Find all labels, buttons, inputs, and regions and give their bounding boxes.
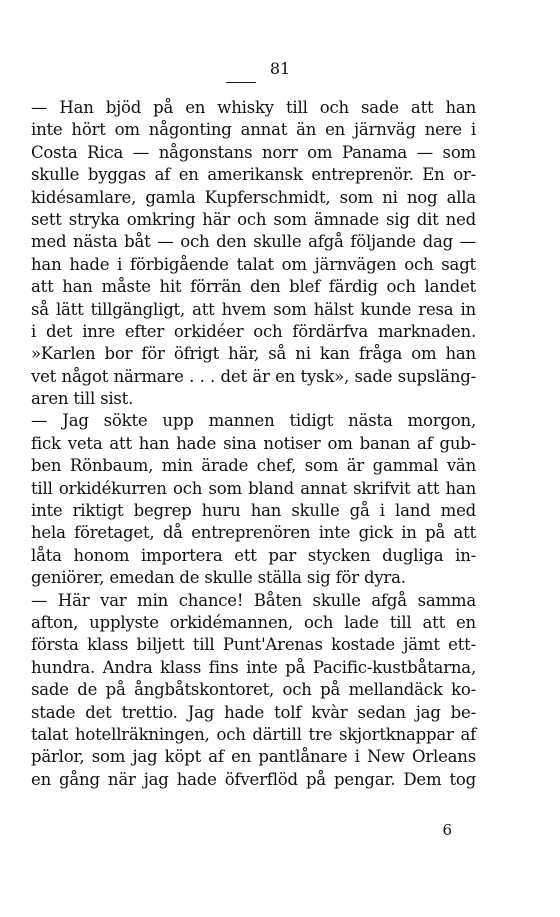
text-line: sett stryka omkring här och som ämnade sig dit ned [31, 209, 476, 229]
page-number: 81 [269, 59, 291, 78]
signature-mark: 6 [442, 821, 452, 839]
text-line: hela företaget, då entreprenören inte gick in på att [31, 523, 476, 543]
text-line: inte hört om någonting annat än en järnväg nere i [31, 120, 476, 140]
text-line: hundra. Andra klass fins inte på Pacific-kustbåtarna, [31, 657, 476, 677]
text-line: låta honom importera ett par stycken dugliga in- [31, 545, 476, 565]
text-line: första klass biljett till Punt'Arenas kostade jämt ett- [31, 635, 476, 655]
text-line: med nästa båt — och den skulle afgå följande dag — [31, 232, 476, 252]
text-line: vet något närmare . . . det är en tysk», sade supsläng- [31, 366, 476, 386]
text-line: sade de på ångbåtskontoret, och på mellandäck ko- [31, 680, 476, 700]
text-line: Costa Rica — någonstans norr om Panama — som [31, 142, 476, 162]
text-line: »Karlen bor för öfrigt här, så ni kan fråga om han [31, 344, 476, 364]
text-line: ben Rönbaum, min ärade chef, som är gammal vän [31, 456, 476, 476]
text-line: afton, upplyste orkidémannen, och lade till att en [31, 612, 476, 632]
text-line: — Han bjöd på en whisky till och sade att han [31, 98, 476, 117]
text-line: — Jag sökte upp mannen tidigt nästa morgon, [31, 411, 476, 431]
text-line: i det inre efter orkidéer och fördärfva marknaden. [31, 321, 476, 341]
text-line: inte riktigt begrep huru han skulle gå i land med [31, 501, 476, 521]
text-line: till orkidékurren och som bland annat skrifvit att han [31, 478, 476, 498]
paragraph-end-line: geniörer, emedan de skulle ställa sig för dyra. [31, 568, 406, 588]
text-line: talat hotellräkningen, och därtill tre skjortknappar af [31, 724, 476, 744]
text-line: stade det trettio. Jag hade tolf kvàr sedan jag be- [31, 702, 476, 722]
body-text [31, 97, 476, 791]
text-line: skulle byggas af en amerikansk entreprenör. En or- [31, 165, 476, 185]
text-line: han hade i förbigående talat om järnvägen och sagt [31, 254, 476, 274]
text-line: fick veta att han hade sina notiser om banan af gub- [31, 433, 476, 453]
page-number-rule [226, 82, 256, 83]
paragraph-end-line: aren till sist. [31, 389, 134, 409]
text-line: kidésamlare, gamla Kupferschmidt, som ni nog alla [31, 187, 476, 207]
text-line: så lätt tillgängligt, att hvem som hälst kunde resa in [31, 299, 476, 319]
text-line: att han måste hit förrän den blef färdig och landet [31, 277, 476, 297]
text-line: en gång när jag hade öfverflöd på pengar. Dem tog [31, 769, 476, 789]
text-line: — Här var min chance! Båten skulle afgå samma [31, 590, 476, 610]
text-line: pärlor, som jag köpt af en pantlånare i New Orleans [31, 747, 476, 767]
